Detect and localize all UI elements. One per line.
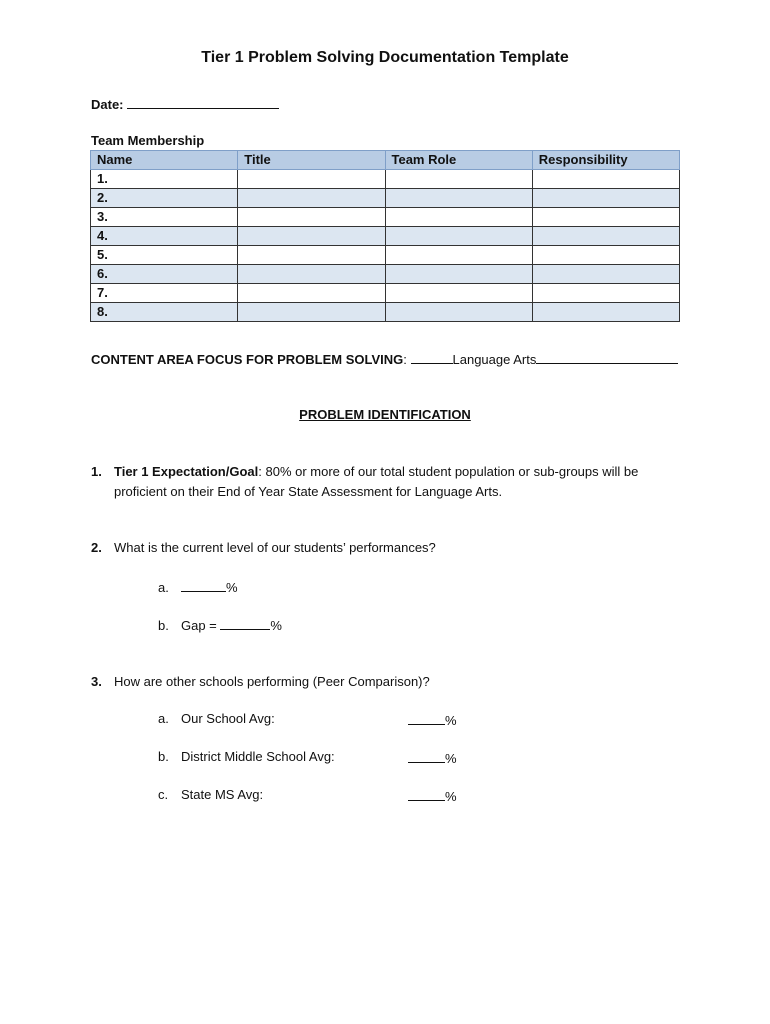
- responsibility-cell[interactable]: [532, 265, 679, 284]
- team-membership-table: [90, 150, 680, 322]
- row-number: 2.: [91, 189, 238, 208]
- table-row: [91, 170, 680, 189]
- question-2: [91, 538, 691, 558]
- team-role-cell[interactable]: [385, 208, 532, 227]
- content-focus-label: CONTENT AREA FOCUS FOR PROBLEM SOLVING: [91, 352, 404, 367]
- responsibility-cell[interactable]: [532, 189, 679, 208]
- responsibility-cell[interactable]: [532, 284, 679, 303]
- responsibility-cell[interactable]: [532, 208, 679, 227]
- question-1: [91, 462, 691, 502]
- item-label: State MS Avg:: [181, 787, 264, 802]
- date-label: Date:: [91, 97, 124, 112]
- question-3-item-b: [158, 749, 335, 764]
- title-cell[interactable]: [238, 265, 385, 284]
- percent-sign: %: [226, 580, 238, 595]
- team-role-cell[interactable]: [385, 284, 532, 303]
- title-cell[interactable]: [238, 284, 385, 303]
- our-school-avg-field: [408, 711, 457, 728]
- date-field: [91, 95, 279, 112]
- question-number: 3.: [91, 674, 102, 689]
- header-responsibility: Responsibility: [532, 151, 679, 170]
- content-focus-blank-left[interactable]: [411, 350, 453, 364]
- content-focus-colon: :: [403, 352, 407, 367]
- question-1-text-continued: proficient on their End of Year State Assessment for Language Arts.: [114, 484, 503, 499]
- table-row: [91, 227, 680, 246]
- title-cell[interactable]: [238, 189, 385, 208]
- date-blank[interactable]: [127, 95, 279, 109]
- percent-sign: %: [270, 618, 282, 633]
- content-area-focus: [91, 350, 678, 367]
- question-2-item-a: [158, 578, 238, 595]
- row-number: 7.: [91, 284, 238, 303]
- table-row: [91, 246, 680, 265]
- item-label: District Middle School Avg:: [181, 749, 335, 764]
- title-cell[interactable]: [238, 227, 385, 246]
- table-row: [91, 303, 680, 322]
- section-title: PROBLEM IDENTIFICATION: [299, 407, 471, 422]
- team-role-cell[interactable]: [385, 246, 532, 265]
- question-number: 1.: [91, 464, 102, 479]
- question-2-item-b: [158, 616, 282, 633]
- current-level-blank[interactable]: [181, 578, 226, 592]
- percent-sign: %: [445, 789, 457, 804]
- district-ms-avg-field: [408, 749, 457, 766]
- header-team-role: Team Role: [385, 151, 532, 170]
- question-3-item-a: [158, 711, 275, 726]
- team-role-cell[interactable]: [385, 227, 532, 246]
- question-1-text: : 80% or more of our total student population or sub-groups will be: [258, 464, 639, 479]
- responsibility-cell[interactable]: [532, 227, 679, 246]
- responsibility-cell[interactable]: [532, 303, 679, 322]
- table-row: [91, 189, 680, 208]
- header-name: Name: [91, 151, 238, 170]
- state-ms-avg-blank[interactable]: [408, 787, 445, 801]
- question-3-item-c: [158, 787, 263, 802]
- percent-sign: %: [445, 751, 457, 766]
- team-role-cell[interactable]: [385, 265, 532, 284]
- table-row: [91, 284, 680, 303]
- item-letter: b.: [158, 618, 169, 633]
- question-3-text: How are other schools performing (Peer Comparison)?: [114, 674, 430, 689]
- team-role-cell[interactable]: [385, 170, 532, 189]
- percent-sign: %: [445, 713, 457, 728]
- item-letter: b.: [158, 749, 169, 764]
- title-cell[interactable]: [238, 170, 385, 189]
- header-title: Title: [238, 151, 385, 170]
- responsibility-cell[interactable]: [532, 246, 679, 265]
- team-role-cell[interactable]: [385, 189, 532, 208]
- team-role-cell[interactable]: [385, 303, 532, 322]
- team-membership-label: Team Membership: [91, 133, 205, 148]
- gap-label: Gap =: [181, 618, 221, 633]
- row-number: 1.: [91, 170, 238, 189]
- title-cell[interactable]: [238, 208, 385, 227]
- document-title: Tier 1 Problem Solving Documentation Template: [201, 49, 569, 66]
- question-number: 2.: [91, 540, 102, 555]
- table-row: [91, 265, 680, 284]
- item-letter: a.: [158, 711, 169, 726]
- item-label: Our School Avg:: [181, 711, 275, 726]
- table-header-row: [91, 151, 680, 170]
- title-cell[interactable]: [238, 303, 385, 322]
- content-focus-blank-right[interactable]: [536, 350, 678, 364]
- table-row: [91, 208, 680, 227]
- responsibility-cell[interactable]: [532, 170, 679, 189]
- district-ms-avg-blank[interactable]: [408, 749, 445, 763]
- gap-blank[interactable]: [220, 616, 270, 630]
- row-number: 4.: [91, 227, 238, 246]
- question-3: [91, 672, 691, 692]
- question-1-heading: Tier 1 Expectation/Goal: [114, 464, 259, 479]
- row-number: 3.: [91, 208, 238, 227]
- question-2-text: What is the current level of our students’ performances?: [114, 540, 436, 555]
- row-number: 5.: [91, 246, 238, 265]
- row-number: 8.: [91, 303, 238, 322]
- item-letter: a.: [158, 580, 169, 595]
- state-ms-avg-field: [408, 787, 457, 804]
- title-cell[interactable]: [238, 246, 385, 265]
- content-focus-value: Language Arts: [452, 352, 537, 367]
- row-number: 6.: [91, 265, 238, 284]
- item-letter: c.: [158, 787, 169, 802]
- our-school-avg-blank[interactable]: [408, 711, 445, 725]
